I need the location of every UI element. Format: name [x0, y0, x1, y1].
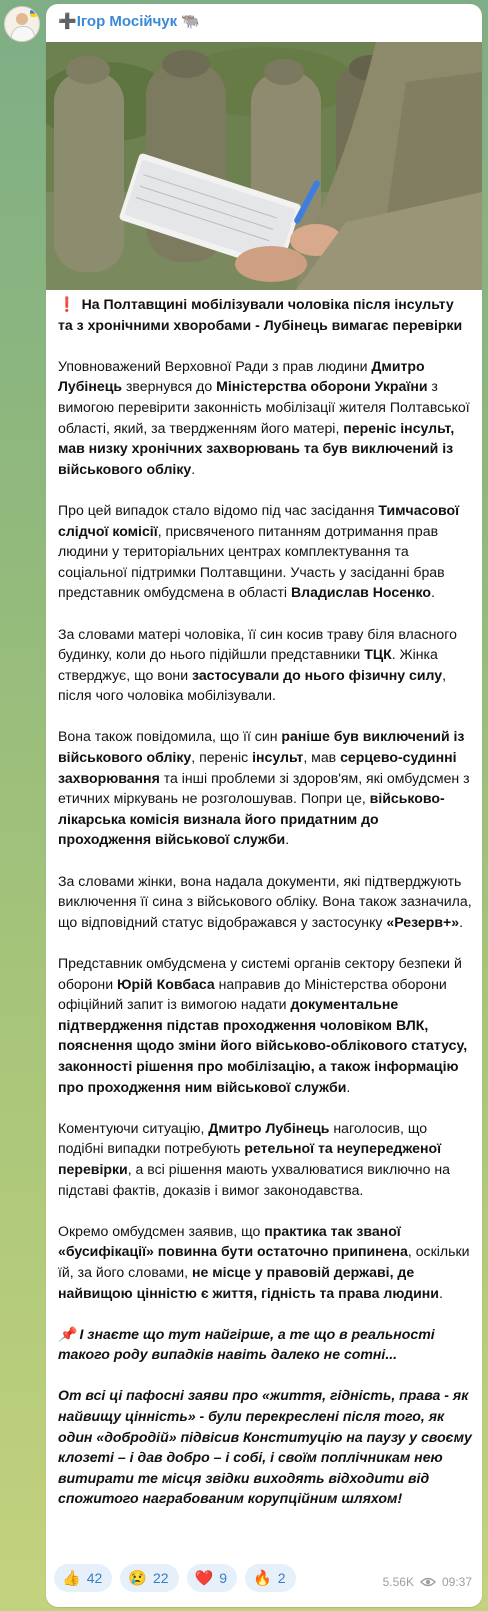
text-segment: з вимогою перевірити законність мобілізації жителя Полтавської області, який, за твердженням його матері, — [58, 378, 470, 436]
text-segment: . — [191, 460, 196, 477]
bold-text-segment: переніс інсульт, мав низку хронічних захворювань та був виключений із військового обліку — [58, 419, 455, 477]
post-text — [58, 294, 472, 1509]
avatar-head — [16, 13, 28, 25]
text-segment: , мав — [303, 749, 341, 766]
eye-icon — [420, 1577, 436, 1587]
text-segment: наголосив, що подібні випадки потребують — [58, 1119, 428, 1157]
post-paragraph — [58, 1385, 472, 1509]
bold-text-segment: ТЦК — [364, 646, 392, 663]
text-segment: Уповноважений Верховної Ради з прав людини — [58, 357, 372, 374]
reaction-heart[interactable] — [187, 1564, 237, 1592]
post-paragraph — [58, 1324, 472, 1365]
reaction-count: 42 — [86, 1570, 103, 1586]
buffalo-icon: 🐃 — [181, 13, 201, 30]
text-segment: За словами жінки, вона надала документи, які підтверджують виключення її сина з військового обліку. Вона також зазначила, що відповідний статус відображався у застосунку — [58, 872, 472, 930]
views-count: 5.56K — [382, 1575, 414, 1589]
bold-text-segment: Дмитро Лубінець — [58, 357, 425, 395]
plus-icon: ➕ — [58, 13, 77, 30]
text-segment: Коментуючи ситуацію, — [58, 1119, 209, 1136]
post-paragraph — [58, 624, 472, 706]
bold-text-segment: Юрій Ковбаса — [117, 975, 215, 992]
bold-text-segment: практика так званої «бусифікації» повинна бути остаточно припинена — [58, 1222, 408, 1260]
bold-text-segment: 📌 І знаєте що тут найгірше, а те що в реальності такого роду випадків навіть далеко не сотні... — [58, 1325, 435, 1363]
bold-text-segment: не місце у правовій державі, де найвищою цінністю є життя, гідність та права людини — [58, 1263, 439, 1301]
bold-text-segment: Владислав Носенко — [290, 584, 432, 601]
bold-text-segment: ретельної та неупередженої перевірки — [58, 1140, 442, 1177]
bold-text-segment: Тимчасової слідчої комісії — [58, 501, 460, 539]
message-time: 09:37 — [441, 1575, 472, 1589]
text-segment: . — [431, 584, 435, 601]
reaction-crying-face[interactable] — [120, 1564, 178, 1592]
bold-text-segment: От всі ці пафосні заяви про «життя, гідність, права - як найвищу цінність» - були перекреслені після того, як один «добродій» підвісив Конституцію на паузу у своєму клозеті – і дав добро – і собі, і своїм поплічникам нею витирати те місця звідки виходять відходити від спожитого награбованим корупційним шляхом! — [58, 1387, 472, 1507]
bold-text-segment: Міністерства оборони України — [216, 378, 428, 395]
text-segment: направив до Міністерства оборони офіційний запит із вимогою надати — [58, 975, 447, 1013]
post-paragraph — [58, 500, 472, 603]
thumbs-up-icon: 👍 — [62, 1569, 81, 1587]
text-segment: За словами матері чоловіка, її син косив траву біля власного будинку, коли до нього підійшли представники — [58, 625, 457, 663]
text-segment: Окремо омбудсмен заявив, що — [58, 1222, 265, 1239]
text-segment: та інші проблеми зі здоров'ям, які омбудсмен з етичних міркувань не розголошував. Попри це, — [58, 769, 470, 807]
bold-text-segment: інсульт — [252, 749, 304, 766]
post-paragraph — [58, 953, 472, 1097]
text-segment: . Жінка стверджує, що вони — [58, 646, 438, 683]
fire-icon: 🔥 — [253, 1569, 272, 1587]
text-segment: звернувся до — [122, 378, 217, 395]
reaction-count: 22 — [152, 1570, 169, 1586]
bold-text-segment: раніше був виключений із військового обліку — [58, 728, 465, 766]
reaction-count: 9 — [219, 1570, 228, 1586]
crying-face-icon: 😢 — [128, 1569, 147, 1587]
sender-name[interactable] — [58, 12, 200, 32]
post-paragraph — [58, 726, 472, 850]
text-segment: Про цей випадок стало відомо під час засідання — [58, 501, 379, 518]
text-segment: , після чого чоловіка мобілізували. — [58, 666, 447, 704]
bold-text-segment: документальне підтвердження підстав проходження чоловіком ВЛК, пояснення щодо зміни його військово-облікового статусу, законності рішення про мобілізацію, а також інформацію про проходження ним військової служби — [58, 996, 468, 1095]
text-segment: , присвяченого питанням дотримання прав людини у територіальних центрах комплектування та соціальної підтримки Полтавщини. Участь у засіданні брав представник омбудсмена в області — [58, 522, 445, 601]
post-paragraph — [58, 1118, 472, 1200]
sender-name-text: Ігор Мосійчук — [76, 13, 178, 30]
bold-text-segment: застосували до нього фізичну силу — [192, 666, 443, 683]
text-segment: Вона також повідомила, що її син — [58, 728, 282, 745]
reaction-thumbs-up[interactable] — [54, 1564, 112, 1592]
text-segment: , а всі рішення мають ухвалюватися виключно на підставі фактів, доказів і вимог законодавства. — [58, 1160, 450, 1198]
bold-text-segment: На Полтавщині мобілізували чоловіка після інсульту та з хронічними хворобами - Лубінець вимагає перевірки — [58, 296, 463, 333]
bold-text-segment: серцево-судинні захворювання — [58, 749, 457, 786]
exclamation-icon: ❗ — [58, 296, 76, 312]
reaction-fire[interactable] — [245, 1564, 295, 1592]
message-bubble — [46, 4, 482, 1607]
text-segment: , оскільки їй, за його словами, — [58, 1243, 470, 1280]
reaction-count: 2 — [277, 1570, 286, 1586]
post-photo[interactable] — [46, 42, 482, 290]
bold-text-segment: військово-лікарська комісія визнала його придатним до проходження військової служби — [58, 790, 445, 848]
text-segment: , переніс — [191, 749, 253, 766]
heart-icon: ❤️ — [194, 1569, 214, 1587]
text-segment: . — [459, 913, 464, 930]
text-segment: . — [438, 1284, 443, 1301]
bold-text-segment: «Резерв+» — [386, 913, 460, 930]
reactions-bar — [54, 1564, 296, 1592]
soldiers-photo-illustration — [46, 42, 482, 290]
post-paragraph — [58, 871, 472, 933]
channel-avatar[interactable] — [4, 6, 40, 42]
text-segment: . — [346, 1078, 351, 1095]
text-segment: . — [285, 831, 290, 848]
post-paragraph — [58, 1221, 472, 1303]
ukraine-flag-icon — [30, 10, 37, 17]
bold-text-segment: Дмитро Лубінець — [208, 1119, 330, 1136]
text-segment: Представник омбудсмена у системі органів сектору безпеки й оборони — [58, 955, 462, 992]
post-paragraph — [58, 294, 472, 335]
post-paragraph — [58, 356, 472, 480]
avatar-shirt — [11, 26, 35, 42]
message-meta — [383, 1574, 472, 1590]
